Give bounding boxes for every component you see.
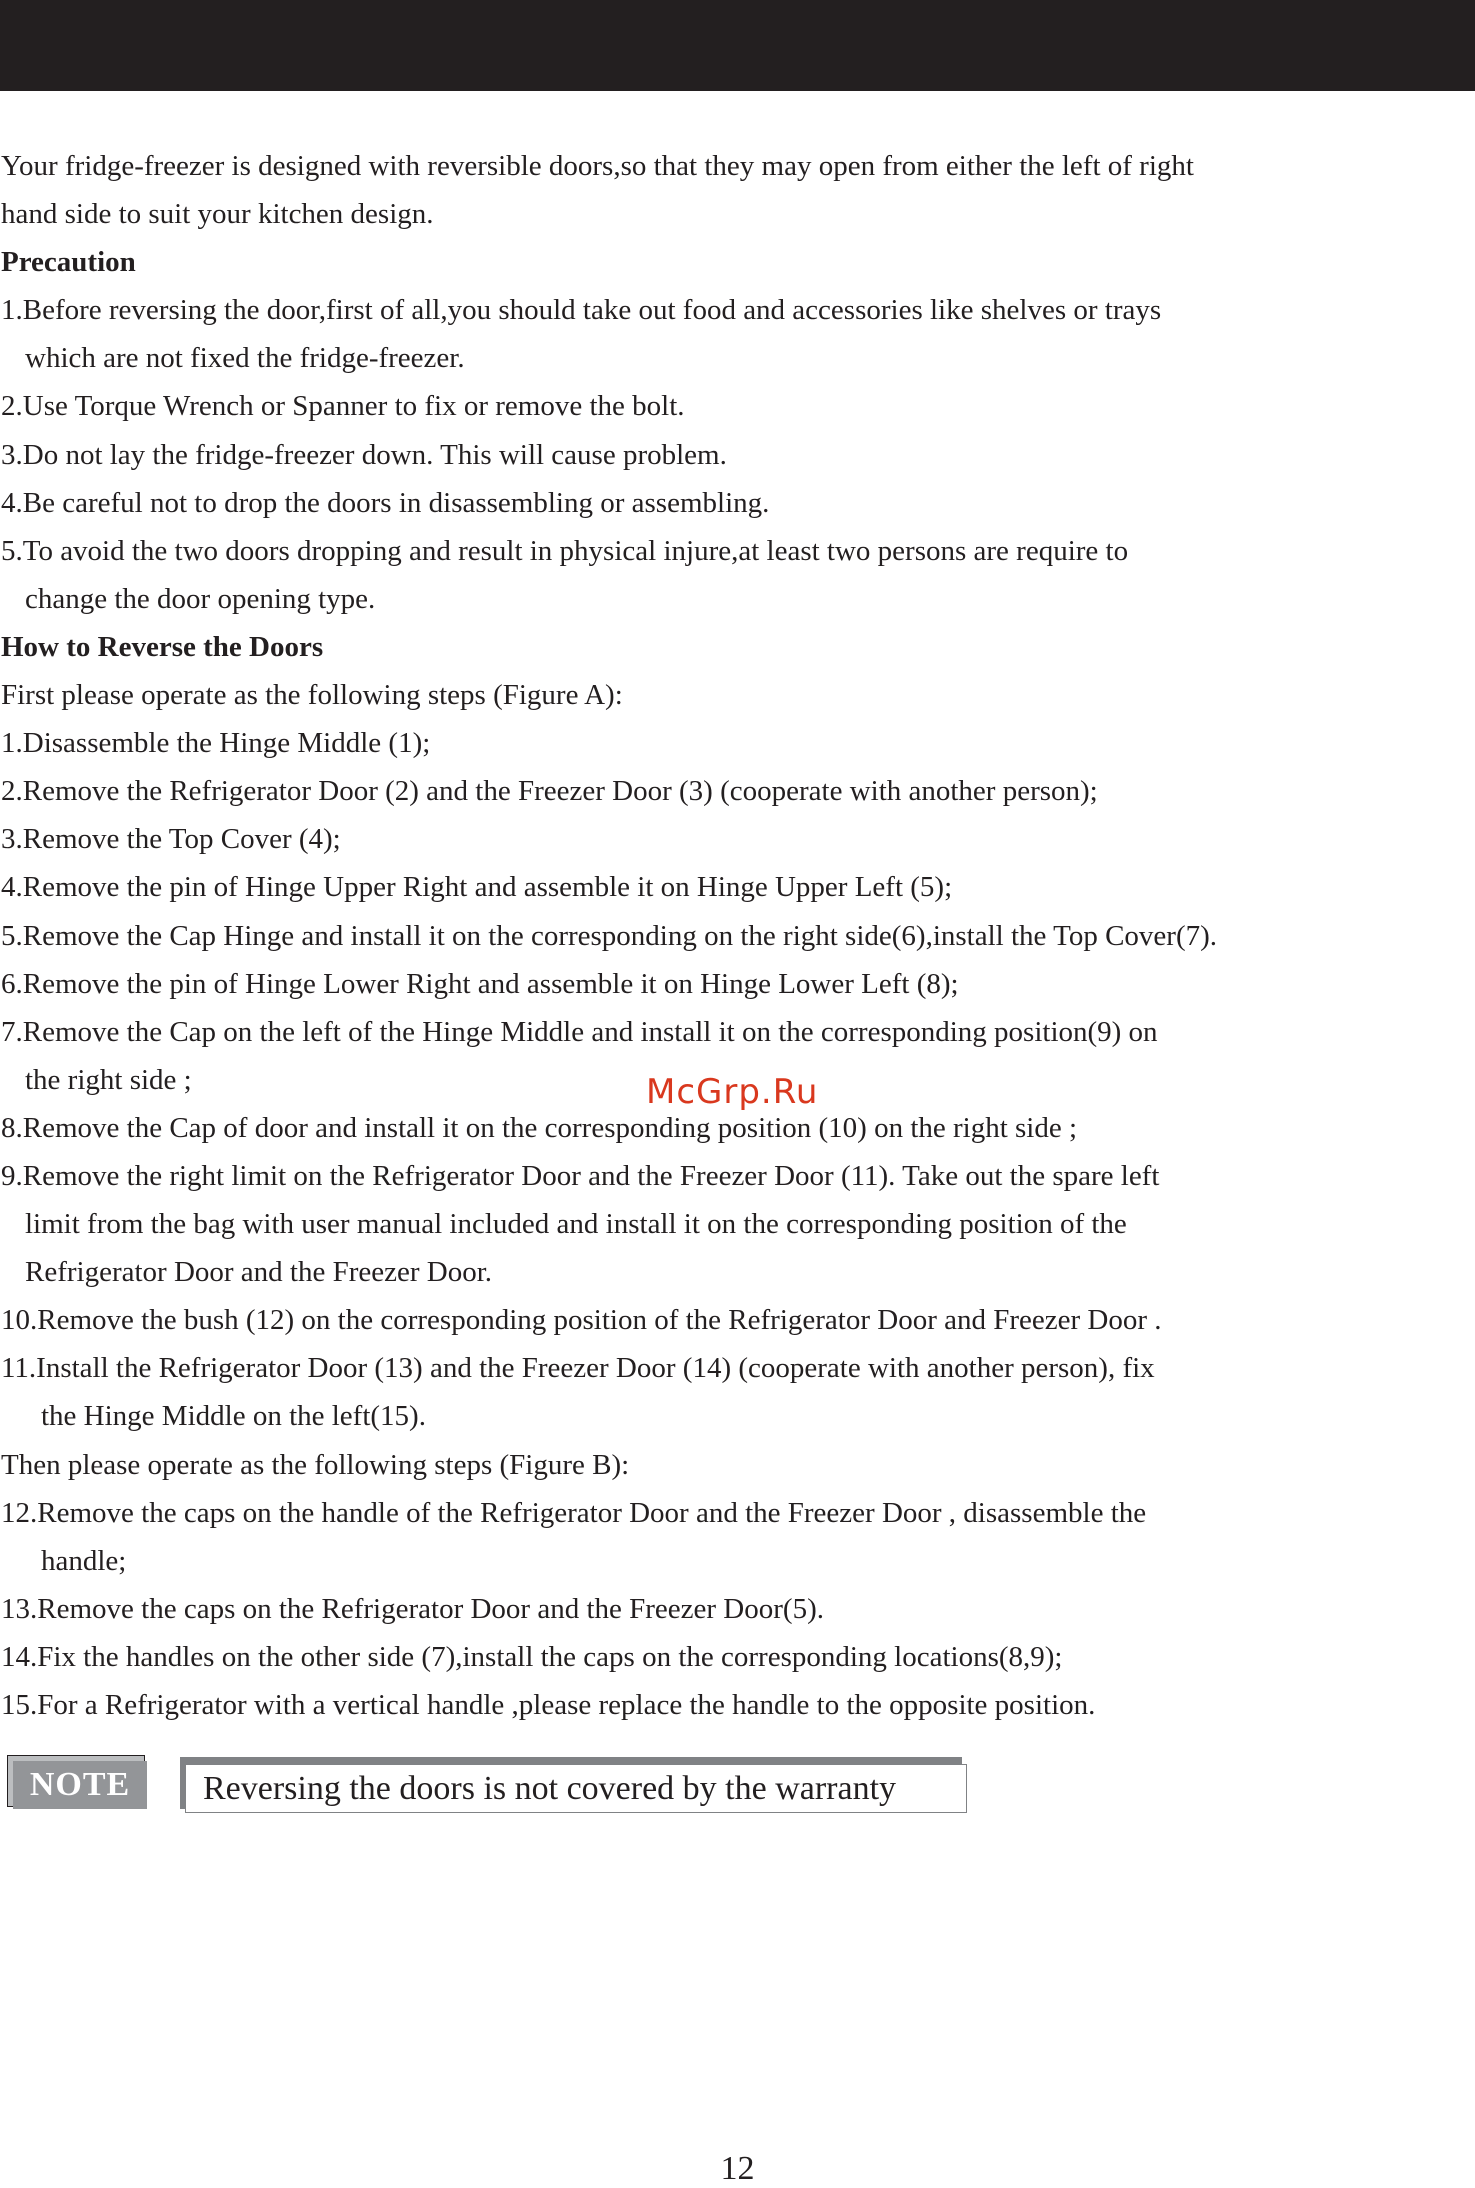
step-item-continuation: the Hinge Middle on the left(15). [41, 1400, 426, 1433]
reverse-steps-list [1, 671, 1371, 1729]
step-item: 13.Remove the caps on the Refrigerator Door and the Freezer Door(5). [1, 1592, 824, 1625]
reverse-doors-heading: How to Reverse the Doors [1, 630, 324, 663]
precaution-list [1, 286, 1371, 623]
page-body [1, 142, 1371, 1729]
steps-intro-figure-a: First please operate as the following steps (Figure A): [1, 679, 623, 712]
intro-line: Your fridge-freezer is designed with reversible doors,so that they may open from either the left of right [1, 150, 1194, 182]
precaution-item-continuation: which are not fixed the fridge-freezer. [25, 342, 465, 375]
warranty-note-text: Reversing the doors is not covered by the warranty [185, 1764, 967, 1813]
precaution-item: 5.To avoid the two doors dropping and result in physical injure,at least two persons are require to [1, 534, 1129, 567]
intro-paragraph [1, 142, 1371, 238]
note-label: NOTE [13, 1761, 147, 1809]
step-item: 10.Remove the bush (12) on the corresponding position of the Refrigerator Door and Freezer Door . [1, 1304, 1162, 1337]
step-item: 3.Remove the Top Cover (4); [1, 823, 341, 856]
step-item: 11.Install the Refrigerator Door (13) and the Freezer Door (14) (cooperate with another person), fix [1, 1352, 1155, 1385]
step-item-continuation: handle; [41, 1544, 127, 1577]
step-item: 7.Remove the Cap on the left of the Hinge Middle and install it on the corresponding position(9) on [1, 1015, 1158, 1048]
precaution-item-continuation: change the door opening type. [25, 582, 376, 615]
step-item: 9.Remove the right limit on the Refrigerator Door and the Freezer Door (11). Take out the spare left [1, 1159, 1160, 1192]
steps-intro-figure-b: Then please operate as the following steps (Figure B): [1, 1448, 630, 1481]
step-item-continuation: Refrigerator Door and the Freezer Door. [25, 1256, 493, 1289]
step-item: 6.Remove the pin of Hinge Lower Right and assemble it on Hinge Lower Left (8); [1, 967, 959, 1000]
step-item: 14.Fix the handles on the other side (7),install the caps on the corresponding locations(8,9); [1, 1640, 1063, 1673]
warranty-note-box [180, 1757, 970, 1815]
step-item: 12.Remove the caps on the handle of the Refrigerator Door and the Freezer Door , disassemble the [1, 1496, 1147, 1529]
step-item: 4.Remove the pin of Hinge Upper Right and assemble it on Hinge Upper Left (5); [1, 871, 953, 904]
precaution-item: 4.Be careful not to drop the doors in disassembling or assembling. [1, 486, 770, 519]
step-item-continuation: the right side ; [25, 1063, 192, 1096]
page-number: 12 [720, 2150, 755, 2187]
step-item: 1.Disassemble the Hinge Middle (1); [1, 727, 431, 760]
header-bar [0, 0, 1475, 91]
precaution-item: 3.Do not lay the fridge-freezer down. This will cause problem. [1, 438, 727, 471]
precaution-heading: Precaution [1, 246, 136, 279]
precaution-item: 1.Before reversing the door,first of all,you should take out food and accessories like shelves or trays [1, 294, 1162, 327]
watermark: McGrp.Ru [646, 1072, 819, 1112]
precaution-item: 2.Use Torque Wrench or Spanner to fix or remove the bolt. [1, 390, 685, 423]
intro-line: hand side to suit your kitchen design. [1, 198, 434, 231]
step-item-continuation: limit from the bag with user manual included and install it on the corresponding position of the [25, 1208, 1127, 1241]
step-item: 8.Remove the Cap of door and install it on the corresponding position (10) on the right side ; [1, 1111, 1078, 1144]
note-label-box [7, 1755, 147, 1809]
step-item: 15.For a Refrigerator with a vertical handle ,please replace the handle to the opposite position. [1, 1689, 1096, 1721]
step-item: 2.Remove the Refrigerator Door (2) and the Freezer Door (3) (cooperate with another person); [1, 775, 1098, 808]
step-item: 5.Remove the Cap Hinge and install it on the corresponding on the right side(6),install the Top Cover(7). [1, 919, 1218, 952]
